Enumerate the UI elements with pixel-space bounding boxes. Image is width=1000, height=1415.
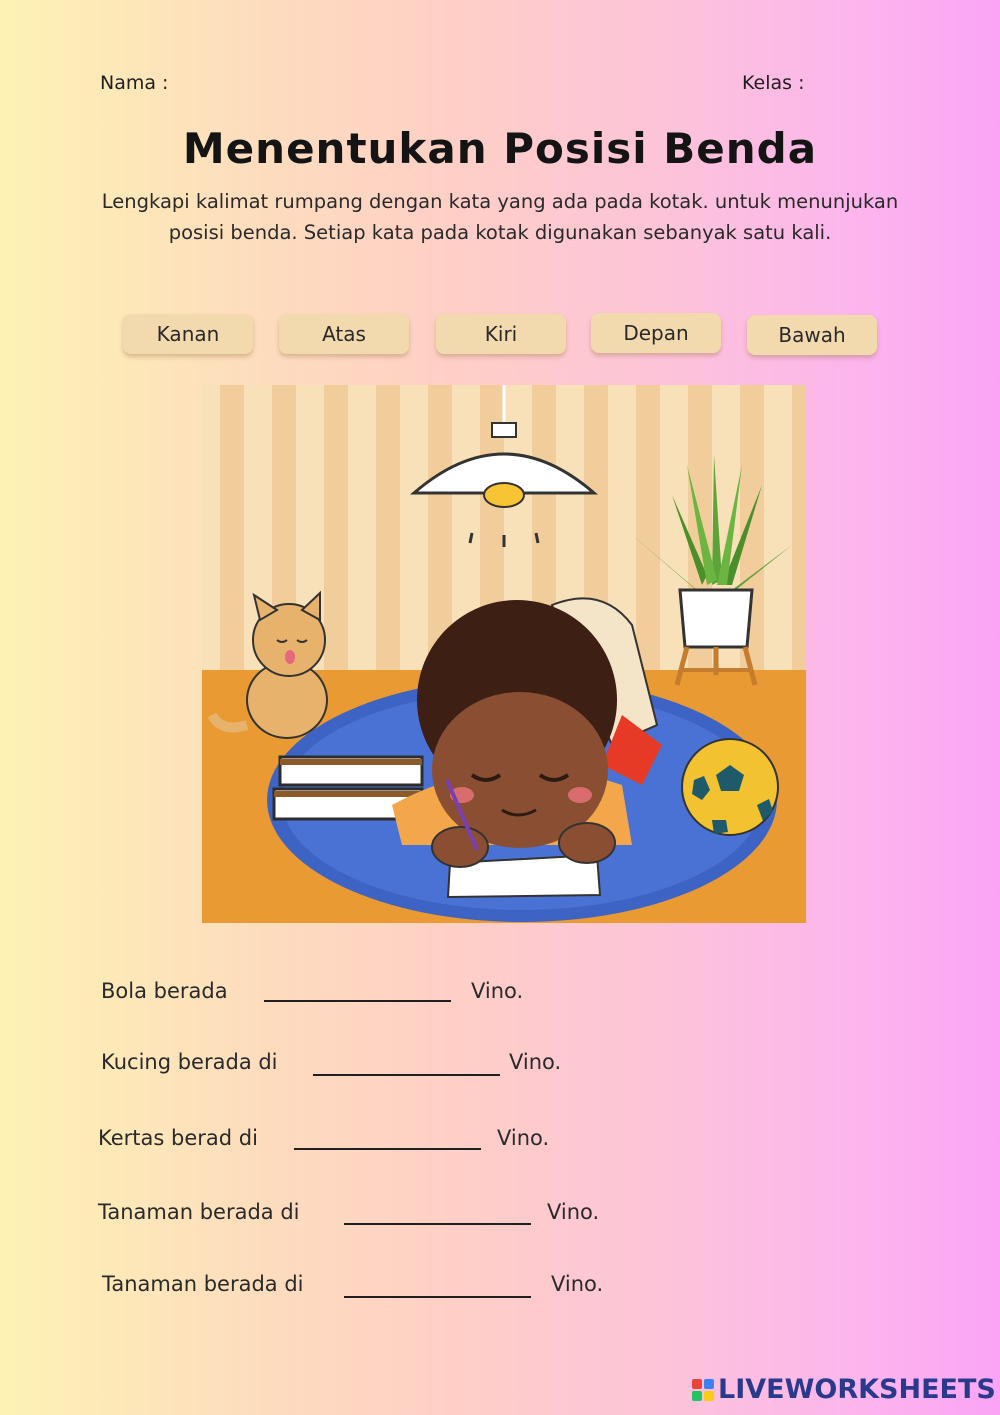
sentence-4-start: Tanaman berada di bbox=[98, 1200, 300, 1224]
sentence-4-end: Vino. bbox=[547, 1200, 600, 1224]
sentence-5-start: Tanaman berada di bbox=[102, 1272, 304, 1296]
blank-1[interactable] bbox=[264, 1000, 451, 1002]
name-label: Nama : bbox=[100, 72, 169, 94]
worksheet-title: Menentukan Posisi Benda bbox=[182, 124, 818, 173]
sentence-1-end: Vino. bbox=[471, 979, 524, 1003]
sentence-3-start: Kertas berad di bbox=[98, 1126, 258, 1150]
word-box-kiri[interactable]: Kiri bbox=[436, 314, 566, 354]
blank-4[interactable] bbox=[344, 1223, 531, 1225]
sentence-5-end: Vino. bbox=[551, 1272, 604, 1296]
class-label: Kelas : bbox=[742, 72, 805, 94]
sentence-2-start: Kucing berada di bbox=[101, 1050, 278, 1074]
word-box-atas[interactable]: Atas bbox=[279, 314, 409, 354]
blank-3[interactable] bbox=[294, 1148, 481, 1150]
sentence-2-end: Vino. bbox=[509, 1050, 562, 1074]
ball-icon bbox=[682, 739, 778, 835]
logo-text: LIVEWORKSHEETS bbox=[718, 1374, 996, 1405]
word-box-bawah[interactable]: Bawah bbox=[747, 315, 877, 355]
blank-2[interactable] bbox=[313, 1074, 500, 1076]
room-illustration bbox=[202, 385, 806, 923]
word-box-kanan[interactable]: Kanan bbox=[123, 314, 253, 354]
instructions-text: Lengkapi kalimat rumpang dengan kata yang ada pada kotak. untuk menunjukan posisi benda. Setiap kata pada kotak digunakan sebanyak satu kali. bbox=[101, 190, 899, 244]
sentence-3-end: Vino. bbox=[497, 1126, 550, 1150]
blank-5[interactable] bbox=[344, 1296, 531, 1298]
word-box-depan[interactable]: Depan bbox=[591, 313, 721, 353]
sentence-1-start: Bola berada bbox=[101, 979, 228, 1003]
logo-squares-icon bbox=[692, 1379, 714, 1401]
liveworksheets-logo[interactable] bbox=[692, 1374, 996, 1405]
